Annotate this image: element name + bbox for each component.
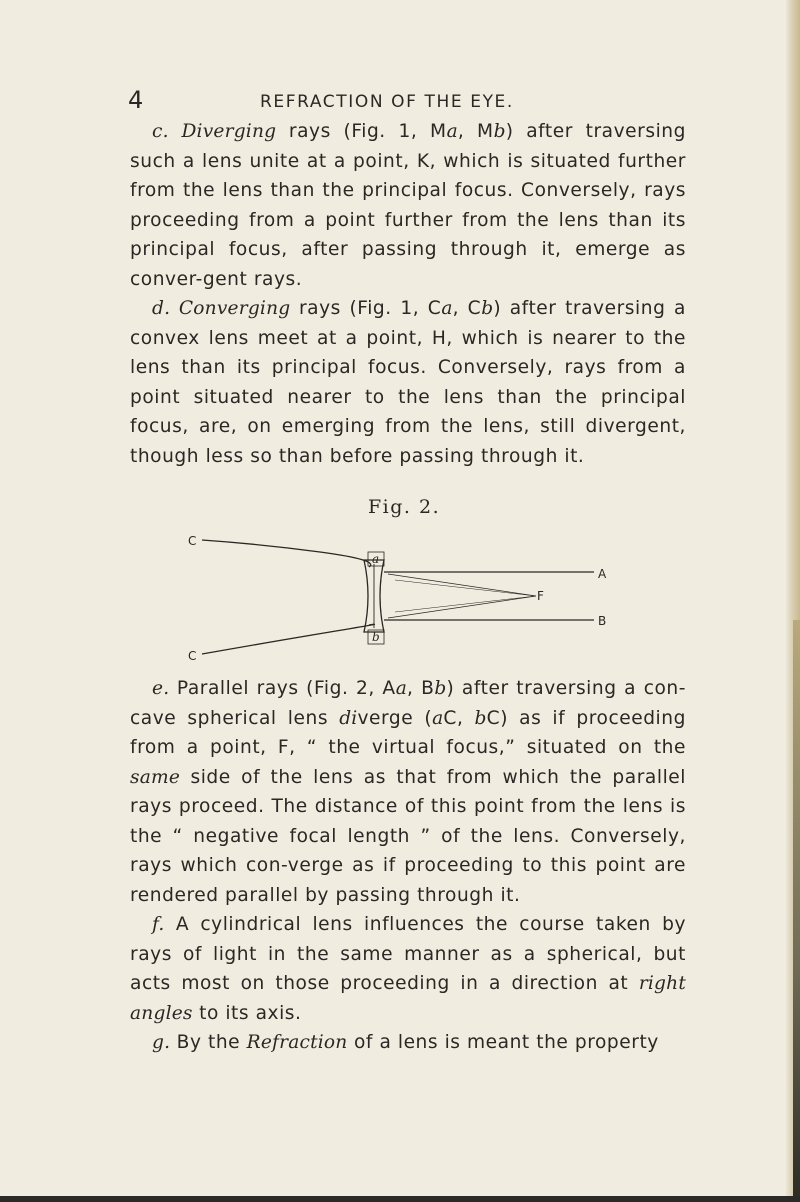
item-letter: f.	[152, 914, 165, 935]
text-block-lower	[130, 674, 686, 1058]
text-run: ) after traversing a convex lens meet at a point, H, which is nearer to the lens than its principal focus. Conversely, rays from a point situated nearer to the lens than the principal focus, are, on emerging from the lens, still divergent, though less so than before passing through it.	[130, 298, 686, 467]
text-run: , C	[452, 298, 482, 319]
text-run: C) as if proceeding from a point, F, “ the virtual focus,” situated on the	[130, 707, 686, 758]
bottom-rule	[0, 1196, 800, 1202]
paragraph-d	[130, 294, 686, 471]
figure-2-diagram	[180, 530, 620, 670]
paragraph-e	[130, 674, 686, 910]
italic-letter: b	[474, 707, 487, 729]
text-run: , M	[457, 121, 494, 142]
text-run: rays (Fig. 1, M	[276, 121, 447, 142]
italic-letter: b	[493, 121, 506, 142]
virtual-ray-upper	[388, 574, 536, 596]
item-letter: c.	[152, 121, 169, 142]
virtual-ray-upper-b	[395, 580, 536, 596]
ray-upper-incoming	[202, 540, 371, 567]
text-run: A cylindrical lens influences the course taken by rays of light in the same manner as a spherical, but acts most on those proceeding in a direction at	[130, 914, 686, 994]
label-B: B	[598, 614, 607, 628]
label-b-lens: b	[372, 630, 380, 644]
text-run: Parallel rays (Fig. 2, A	[169, 678, 396, 699]
text-run: , B	[407, 678, 435, 699]
term-converging: Converging	[178, 298, 291, 319]
italic-di: di	[339, 707, 358, 729]
italic-same: same	[130, 766, 181, 788]
text-run: C,	[443, 707, 475, 729]
label-c-top: C	[188, 534, 197, 548]
page-number: 4	[128, 86, 144, 114]
italic-letter: a	[395, 678, 408, 699]
item-letter: g.	[152, 1032, 171, 1053]
paragraph-g	[130, 1028, 686, 1058]
text-run: of a lens is meant the property	[347, 1032, 659, 1053]
italic-letter: b	[434, 678, 447, 699]
term-diverging: Diverging	[181, 121, 277, 142]
text-run: rays (Fig. 1, C	[290, 298, 442, 319]
label-a-lens: a	[372, 552, 380, 566]
italic-letter: b	[481, 298, 494, 319]
item-letter: d.	[152, 298, 171, 319]
label-c-bottom: C	[188, 649, 197, 663]
text-run: side of the lens as that from which the parallel rays proceed. The distance of this point from the lens is the “ negative focal length ” of the lens. Conversely, rays which con-verge as if proceeding to this point are rendered parallel by passing through it.	[130, 766, 686, 906]
item-letter: e.	[152, 678, 170, 699]
text-block-upper	[130, 117, 686, 471]
virtual-ray-lower-b	[395, 596, 536, 612]
label-F: F	[537, 589, 544, 603]
italic-letter: a	[446, 121, 458, 142]
text-run: ) after traversing such a lens unite at a point, K, which is situated further from the lens than the principal focus. Conversely, rays proceeding from a point further from the lens than its principal focus, after passing through it, emerge as conver-gent rays.	[130, 121, 686, 290]
figure-caption: Fig. 2.	[368, 496, 441, 518]
text-run: By the	[170, 1032, 247, 1053]
paragraph-f	[130, 910, 686, 1028]
text-run: ) after traversing a con-cave spherical lens	[130, 678, 687, 729]
page-edge-shadow	[793, 620, 800, 1202]
label-A: A	[598, 567, 607, 581]
italic-refraction: Refraction	[246, 1032, 348, 1053]
paragraph-c	[130, 117, 686, 294]
italic-letter: a	[432, 707, 444, 729]
text-run: verge (	[357, 707, 433, 729]
ray-lower-incoming	[202, 624, 374, 654]
text-run: to its axis.	[192, 1002, 302, 1024]
running-title: REFRACTION OF THE EYE.	[260, 92, 514, 112]
virtual-ray-lower	[388, 596, 536, 618]
italic-letter: a	[441, 298, 453, 319]
italic-right-angles: right angles	[130, 973, 686, 1024]
